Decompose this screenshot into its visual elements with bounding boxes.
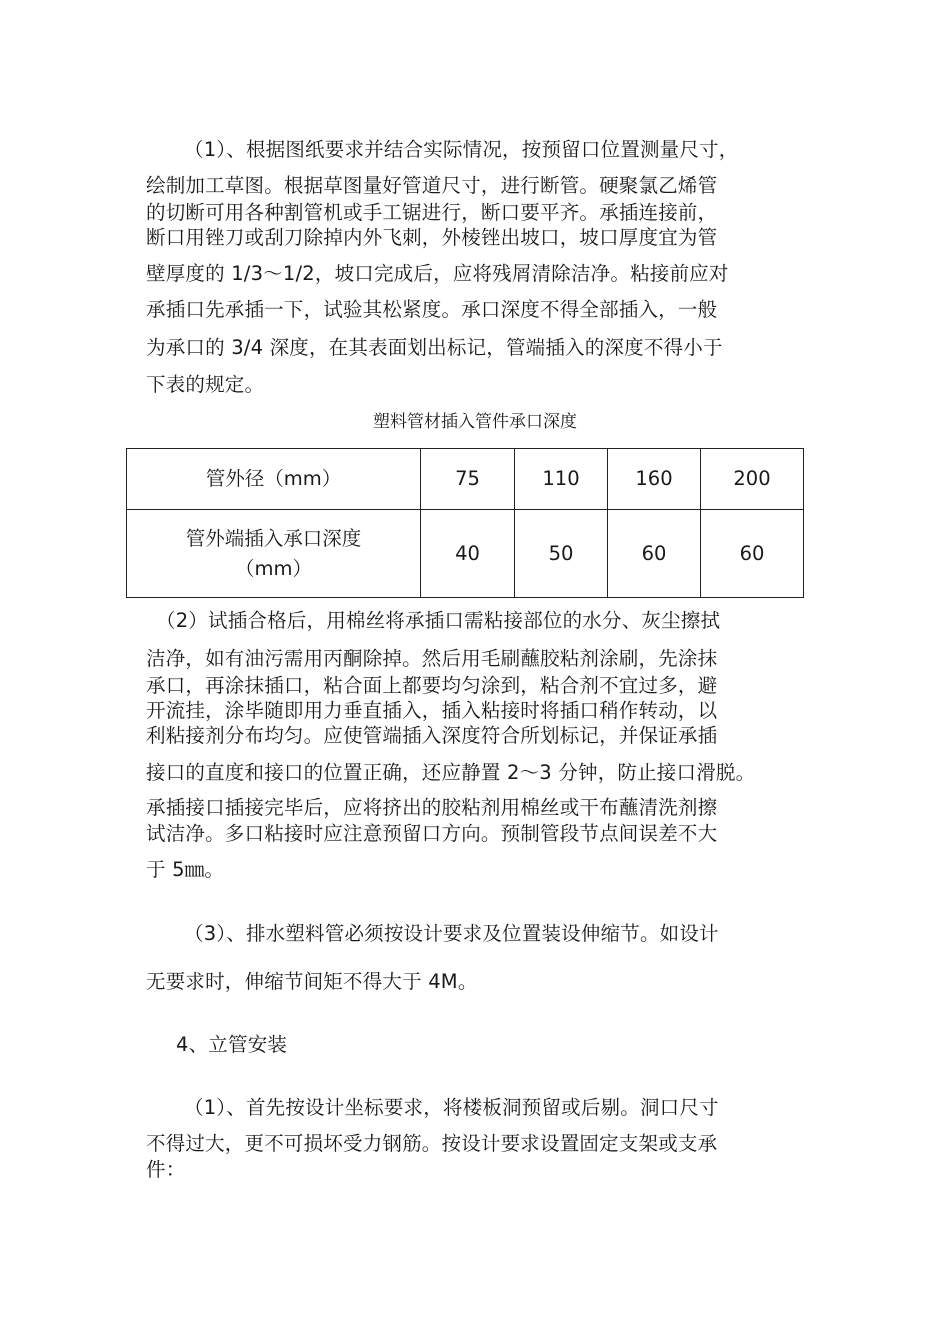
paragraph-1-line-8: 下表的规定。 (146, 373, 265, 396)
paragraph-1-line-1: （1）、根据图纸要求并结合实际情况，按预留口位置测量尺寸， (184, 138, 739, 161)
table-cell: 60 (608, 510, 701, 598)
paragraph-3-line-2: 无要求时，伸缩节间矩不得大于 4M。 (146, 970, 478, 993)
table-cell: 75 (421, 449, 515, 510)
paragraph-1-line-3: 的切断可用各种割管机或手工锯进行，断口要平齐。承插连接前， (146, 201, 718, 224)
paragraph-2-line-8: 试洁净。多口粘接时应注意预留口方向。预制管段节点间误差不大 (146, 822, 718, 845)
paragraph-4-line-3: 件： (146, 1158, 186, 1181)
table-row (127, 510, 804, 598)
paragraph-1-line-2: 绘制加工草图。根据草图量好管道尺寸，进行断管。硬聚氯乙烯管 (146, 174, 718, 197)
paragraph-2-line-6: 接口的直度和接口的位置正确，还应静置 2～3 分钟，防止接口滑脱。 (146, 761, 756, 784)
section-heading-riser-installation: 4、立管安装 (176, 1033, 288, 1056)
paragraph-2-line-5: 利粘接剂分布均匀。应使管端插入深度符合所划标记，并保证承插 (146, 724, 718, 747)
table-header-outer-diameter: 管外径（mm） (127, 449, 421, 510)
paragraph-4-line-1: （1）、首先按设计坐标要求，将楼板洞预留或后剔。洞口尺寸 (184, 1096, 719, 1119)
table-cell: 50 (515, 510, 608, 598)
paragraph-3-line-1: （3）、排水塑料管必须按设计要求及位置装设伸缩节。如设计 (184, 922, 719, 945)
paragraph-2-line-9: 于 5㎜。 (146, 858, 225, 881)
table-cell: 200 (701, 449, 804, 510)
paragraph-2-line-7: 承插接口插接完毕后，应将挤出的胶粘剂用棉丝或干布蘸清洗剂擦 (146, 796, 718, 819)
paragraph-2-line-2: 洁净，如有油污需用丙酮除掉。然后用毛刷蘸胶粘剂涂刷，先涂抹 (146, 647, 718, 670)
insertion-depth-table (126, 448, 804, 598)
table-caption: 塑料管材插入管件承口深度 (373, 412, 577, 432)
paragraph-2-line-1: （2）试插合格后，用棉丝将承插口需粘接部位的水分、灰尘擦拭 (156, 609, 721, 632)
table-header-insertion-depth-line-2: （mm） (235, 556, 312, 580)
paragraph-1-line-7: 为承口的 3/4 深度，在其表面划出标记，管端插入的深度不得小于 (146, 336, 723, 359)
paragraph-2-line-4: 开流挂，涂毕随即用力垂直插入，插入粘接时将插口稍作转动，以 (146, 699, 718, 722)
paragraph-4-line-2: 不得过大，更不可损坏受力钢筋。按设计要求设置固定支架或支承 (146, 1132, 718, 1155)
paragraph-1-line-5: 壁厚度的 1/3～1/2，坡口完成后，应将残屑清除洁净。粘接前应对 (146, 262, 729, 285)
paragraph-1-line-4: 断口用锉刀或刮刀除掉内外飞刺，外棱锉出坡口，坡口厚度宜为管 (146, 226, 718, 249)
table-header-insertion-depth-line-1: 管外端插入承口深度 (185, 526, 362, 550)
table-cell: 60 (701, 510, 804, 598)
table-header-insertion-depth (127, 510, 421, 598)
table-row (127, 449, 804, 510)
paragraph-2-line-3: 承口，再涂抹插口，粘合面上都要均匀涂到，粘合剂不宜过多，避 (146, 674, 718, 697)
table-cell: 160 (608, 449, 701, 510)
paragraph-1-line-6: 承插口先承插一下，试验其松紧度。承口深度不得全部插入，一般 (146, 298, 718, 321)
table-cell: 40 (421, 510, 515, 598)
table-cell: 110 (515, 449, 608, 510)
